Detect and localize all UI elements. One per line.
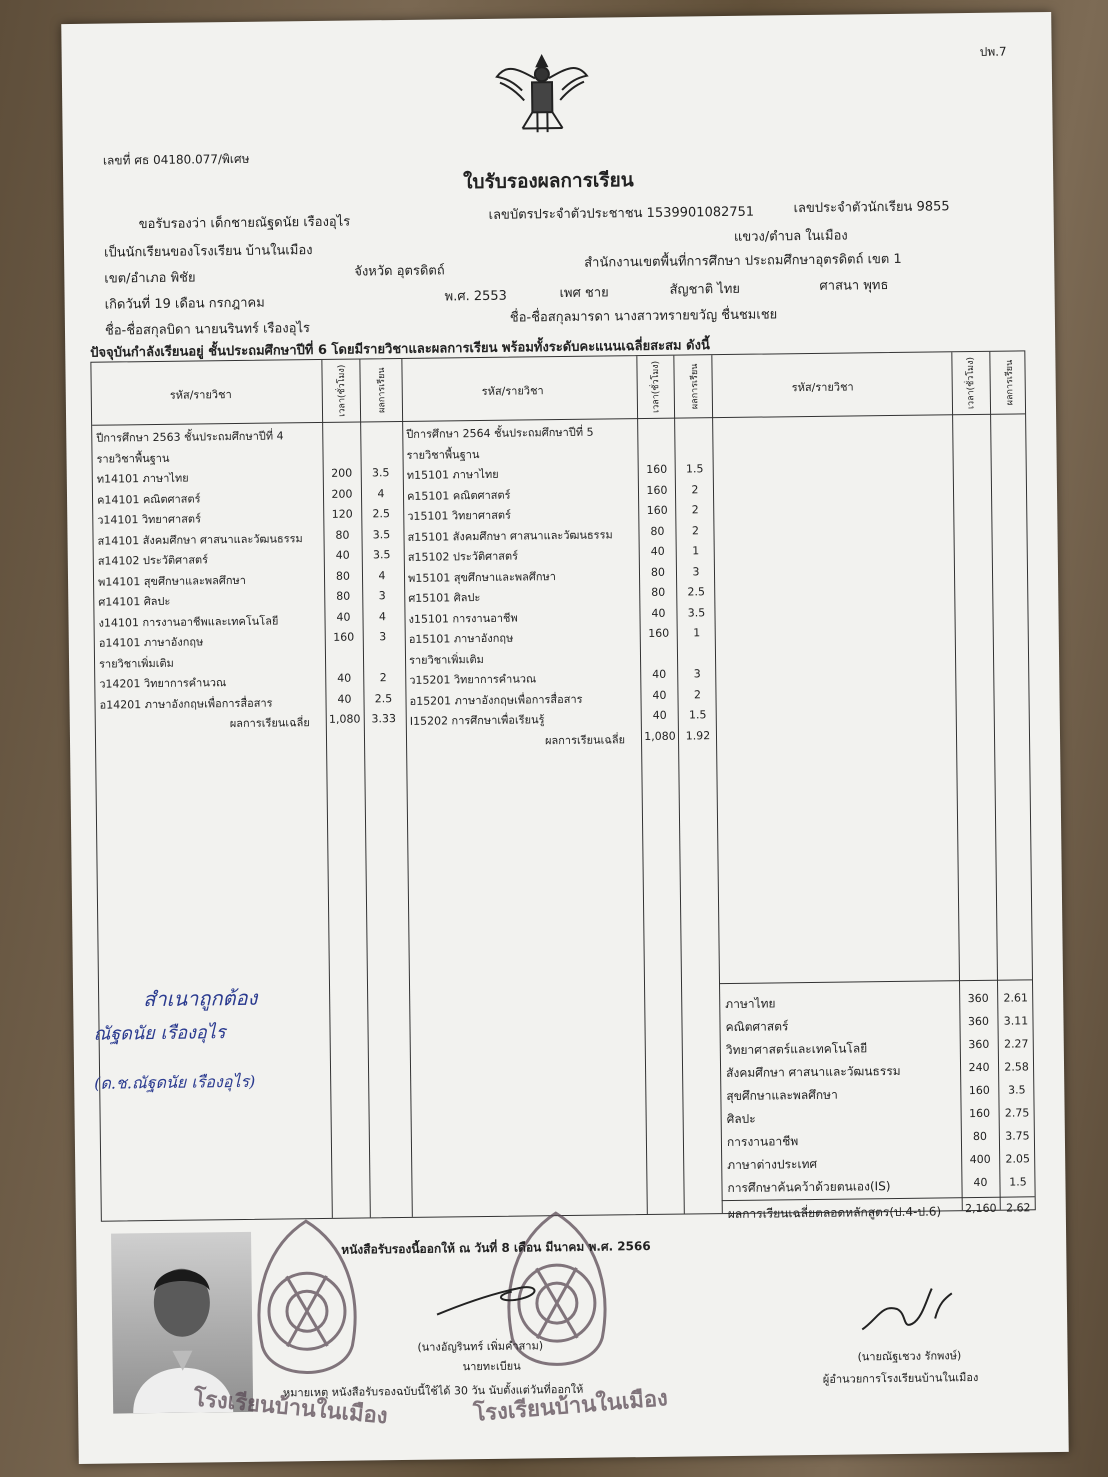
subject-hours: 40 <box>337 671 352 685</box>
summary-total-hours: 2,160 <box>964 1201 997 1216</box>
summary-grade: 2.58 <box>1004 1060 1029 1074</box>
subject-name: ง14101 การงานอาชีพและเทคโนโลยี <box>98 613 279 630</box>
year-heading: ปีการศึกษา 2564 ชั้นประถมศึกษาปีที่ 5 <box>406 425 594 441</box>
subject-grade: 3.5 <box>371 466 390 480</box>
subject-name: ส15102 ประวัติศาสตร์ <box>407 549 519 564</box>
subject-name: I15202 การศึกษาเพื่อเรียนรู้ <box>409 713 545 728</box>
subject-hours: 40 <box>651 606 666 620</box>
subject-grade: 3 <box>379 630 387 644</box>
subject-hours: 200 <box>331 466 353 480</box>
header-subject-3: รหัส/รายวิชา <box>791 380 854 395</box>
subject-hours: 80 <box>650 524 665 538</box>
subject-hours: 80 <box>335 528 350 542</box>
summary-hours: 240 <box>968 1060 990 1075</box>
header-subject-2: รหัส/รายวิชา <box>481 384 544 398</box>
subject-hours: 160 <box>646 503 668 517</box>
subject-hours: 40 <box>650 544 665 558</box>
province: จังหวัด อุตรดิตถ์ <box>354 263 445 280</box>
basic-subjects-heading: รายวิชาพื้นฐาน <box>96 451 170 466</box>
birth-year: พ.ศ. 2553 <box>444 288 508 305</box>
subject-hours: 80 <box>336 589 351 603</box>
document-title: ใบรับรองผลการเรียน <box>463 169 634 194</box>
education-area: สำนักงานเขตพื้นที่การศึกษา ประถมศึกษาอุตรดิตถ์ เขต 1 <box>584 251 902 271</box>
summary-grade: 2.75 <box>1004 1106 1030 1120</box>
subject-grade: 4 <box>377 486 385 500</box>
subject-grade: 2.5 <box>374 691 393 705</box>
subject-hours: 80 <box>335 569 351 583</box>
average-grade: 1.92 <box>685 728 711 743</box>
subject-grade: 3.5 <box>687 605 706 619</box>
summary-grade: 3.11 <box>1003 1014 1029 1028</box>
document-number: เลขที่ ศธ 04180.077/พิเศษ <box>102 151 250 168</box>
student-id: เลขประจำตัวนักเรียน 9855 <box>793 199 950 217</box>
subject-hours: 160 <box>646 462 668 476</box>
subject-hours: 40 <box>337 692 352 706</box>
subject-grade: 3 <box>692 564 700 578</box>
summary-hours: 400 <box>969 1152 991 1167</box>
summary-grade: 2.61 <box>1003 991 1029 1005</box>
header-grade-3: ผลการเรียน <box>1004 359 1016 406</box>
header-hours-1: เวลา(ชั่วโมง) <box>336 364 348 417</box>
registrar-name: (นางอัญรินทร์ เพิ่มคำสาม) <box>417 1339 544 1354</box>
birth-date: เกิดวันที่ 19 เดือน กรกฎาคม <box>104 295 265 313</box>
header-hours-2: เวลา(ชั่วโมง) <box>650 360 662 413</box>
registrar-title: นายทะเบียน <box>462 1359 521 1374</box>
subject-grade: 2.5 <box>372 507 391 521</box>
subject-name: พ15101 สุขศึกษาและพลศึกษา <box>407 569 556 585</box>
summary-hours: 160 <box>968 1083 990 1098</box>
subject-grade: 1 <box>692 544 700 558</box>
director-signature-icon <box>857 1278 958 1339</box>
summary-grade: 2.05 <box>1005 1152 1031 1166</box>
subject-grade: 3 <box>693 667 701 681</box>
summary-subject: คณิตศาสตร์ <box>725 1019 789 1035</box>
summary-grade: 2.27 <box>1003 1037 1029 1051</box>
handwritten-certified-copy: สำเนาถูกต้อง <box>143 985 258 1012</box>
subject-hours: 80 <box>651 585 666 599</box>
nationality: สัญชาติ ไทย <box>669 281 741 298</box>
director-title: ผู้อำนวยการโรงเรียนบ้านในเมือง <box>822 1370 979 1386</box>
summary-total-grade: 2.62 <box>1005 1201 1031 1215</box>
extra-subjects-heading: รายวิชาเพิ่มเติม <box>408 652 484 667</box>
issue-date: หนังสือรับรองนี้ออกให้ ณ วันที่ 8 เดือน มีนาคม พ.ศ. 2566 <box>341 1238 651 1257</box>
subject-grade: 4 <box>378 609 387 623</box>
average-hours: 1,080 <box>644 729 676 743</box>
subject-name: อ15201 ภาษาอังกฤษเพื่อการสื่อสาร <box>409 692 583 708</box>
seal-text-left: โรงเรียนบ้านในเมือง <box>192 1386 389 1430</box>
subject-hours: 40 <box>652 708 667 722</box>
subject-name: ว15101 วิทยาศาสตร์ <box>407 508 511 523</box>
subject-hours: 120 <box>331 507 353 521</box>
header-subject-1: รหัส/รายวิชา <box>169 388 232 402</box>
gender: เพศ ชาย <box>559 285 609 302</box>
subject-grade: 2 <box>691 523 700 537</box>
summary-grade: 3.75 <box>1005 1129 1030 1143</box>
subject-name: ส14101 สังคมศึกษา ศาสนาและวัฒนธรรม <box>97 531 303 548</box>
subject-grade: 2 <box>693 687 702 701</box>
subject-name: อ14101 ภาษาอังกฤษ <box>98 635 204 650</box>
average-grade: 3.33 <box>371 712 397 726</box>
extra-subjects-heading: รายวิชาเพิ่มเติม <box>98 656 174 671</box>
seal-text-right: โรงเรียนบ้านในเมือง <box>472 1386 669 1427</box>
mother-name: ชื่อ-ชื่อสกุลมารดา นางสาวทรายขวัญ ชื่นชมเชย <box>509 307 778 326</box>
subject-hours: 40 <box>652 667 667 681</box>
citizen-id: เลขบัตรประจำตัวประชาชน 1539901082751 <box>488 204 755 223</box>
subject-grade: 4 <box>378 568 386 582</box>
subject-name: ศ14101 ศิลปะ <box>98 594 171 609</box>
subject-name: ว15201 วิทยาการคำนวณ <box>409 672 537 687</box>
student-name: ขอรับรองว่า เด็กชายณัฐดนัย เรืองอุไร <box>138 214 351 233</box>
summary-subject: ศิลปะ <box>726 1111 756 1127</box>
summary-total-label: ผลการเรียนเฉลี่ยตลอดหลักสูตร(ป.4-ป.6) <box>727 1204 942 1222</box>
transcript-paper <box>61 12 1069 1464</box>
registrar-signature-icon <box>432 1273 553 1324</box>
summary-hours: 360 <box>968 1037 990 1052</box>
summary-subject: สุขศึกษาและพลศึกษา <box>726 1087 838 1104</box>
summary-subject: วิทยาศาสตร์และเทคโนโลยี <box>725 1041 868 1058</box>
subject-grade: 2.5 <box>687 585 706 599</box>
subject-grade: 1.5 <box>685 462 704 476</box>
summary-subject: ภาษาไทย <box>725 996 776 1012</box>
subject-hours: 160 <box>646 483 668 497</box>
subject-name: ว14201 วิทยาการคำนวณ <box>99 676 227 691</box>
basic-subjects-heading: รายวิชาพื้นฐาน <box>406 447 480 462</box>
district: เขต/อำเภอ พิชัย <box>104 270 196 287</box>
subject-name: พ14101 สุขศึกษาและพลศึกษา <box>97 573 246 589</box>
handwritten-student-signature: ณัฐดนัย เรืองอุไร <box>93 1022 226 1045</box>
subject-grade: 3.5 <box>372 527 391 541</box>
summary-subject: ภาษาต่างประเทศ <box>727 1156 818 1173</box>
summary-hours: 360 <box>967 991 989 1006</box>
religion: ศาสนา พุทธ <box>819 278 889 294</box>
form-code: ปพ.7 <box>979 44 1007 59</box>
summary-hours: 160 <box>969 1106 991 1121</box>
summary-subject: การศึกษาค้นคว้าด้วยตนเอง(IS) <box>727 1179 891 1196</box>
subject-grade: 2 <box>379 671 387 685</box>
subject-grade: 2 <box>691 482 699 496</box>
subject-name: ส15101 สังคมศึกษา ศาสนาและวัฒนธรรม <box>407 527 613 544</box>
subject-name: ศ15101 ศิลปะ <box>408 591 481 605</box>
summary-hours: 40 <box>973 1175 988 1190</box>
subject-hours: 40 <box>335 548 350 562</box>
summary-grade: 1.5 <box>1009 1175 1027 1189</box>
header-hours-3: เวลา(ชั่วโมง) <box>965 356 977 410</box>
subject-name: ท14101 ภาษาไทย <box>96 471 189 486</box>
subject-name: ส14102 ประวัติศาสตร์ <box>97 553 209 568</box>
subject-grade: 1 <box>693 626 701 640</box>
subject-grade: 2 <box>691 503 699 517</box>
header-grade-1: ผลการเรียน <box>376 367 388 414</box>
subject-hours: 40 <box>336 610 351 624</box>
subject-name: ง15101 การงานอาชีพ <box>408 611 518 626</box>
subject-grade: 3 <box>378 589 386 603</box>
subject-name: ว14101 วิทยาศาสตร์ <box>97 512 202 527</box>
year-heading: ปีการศึกษา 2563 ชั้นประถมศึกษาปีที่ 4 <box>96 429 284 445</box>
garuda-emblem-icon <box>492 48 593 144</box>
handwritten-student-name: (ด.ช.ณัฐดนัย เรืองอุไร) <box>94 1071 256 1093</box>
summary-subject: สังคมศึกษา ศาสนาและวัฒนธรรม <box>726 1063 901 1081</box>
subject-hours: 80 <box>650 565 666 579</box>
subject-name: ค14101 คณิตศาสตร์ <box>96 491 201 507</box>
header-grade-2: ผลการเรียน <box>689 363 701 410</box>
director-name: (นายณัฐเชวง รักพงษ์) <box>857 1349 962 1364</box>
father-name: ชื่อ-ชื่อสกุลบิดา นายนรินทร์ เรืองอุไร <box>104 321 311 339</box>
summary-hours: 360 <box>967 1014 990 1029</box>
summary-hours: 80 <box>972 1129 987 1144</box>
subject-name: อ15101 ภาษาอังกฤษ <box>408 631 514 646</box>
subject-hours: 160 <box>333 630 355 644</box>
subject-name: ค15101 คณิตศาสตร์ <box>406 488 511 503</box>
subject-grade: 3.5 <box>372 548 391 562</box>
subject-name: ท15101 ภาษาไทย <box>406 467 499 482</box>
school-name: เป็นนักเรียนของโรงเรียน บ้านในเมือง <box>103 243 313 261</box>
summary-grade: 3.5 <box>1008 1083 1026 1097</box>
subject-grade: 1.5 <box>688 708 707 722</box>
subdistrict: แขวง/ตำบล ในเมือง <box>733 228 848 245</box>
subject-hours: 200 <box>331 487 353 501</box>
validity-note: หมายเหตุ หนังสือรับรองฉบับนี้ใช้ได้ 30 วัน นับตั้งแต่วันที่ออกให้ <box>282 1382 584 1400</box>
average-label: ผลการเรียนเฉลี่ย <box>544 732 626 747</box>
subject-hours: 40 <box>652 688 667 702</box>
subject-name: อ14201 ภาษาอังกฤษเพื่อการสื่อสาร <box>99 696 273 712</box>
average-hours: 1,080 <box>328 712 361 726</box>
summary-subject: การงานอาชีพ <box>726 1134 799 1150</box>
subject-hours: 160 <box>648 626 670 640</box>
current-status-line: ปัจจุบันกำลังเรียนอยู่ ชั้นประถมศึกษาปีที่ 6 โดยมีรายวิชาและผลการเรียน พร้อมทั้งระดับคะแนนเฉลี่ยสะสม ดังนี้ <box>90 338 710 361</box>
average-label: ผลการเรียนเฉลี่ย <box>229 716 310 731</box>
